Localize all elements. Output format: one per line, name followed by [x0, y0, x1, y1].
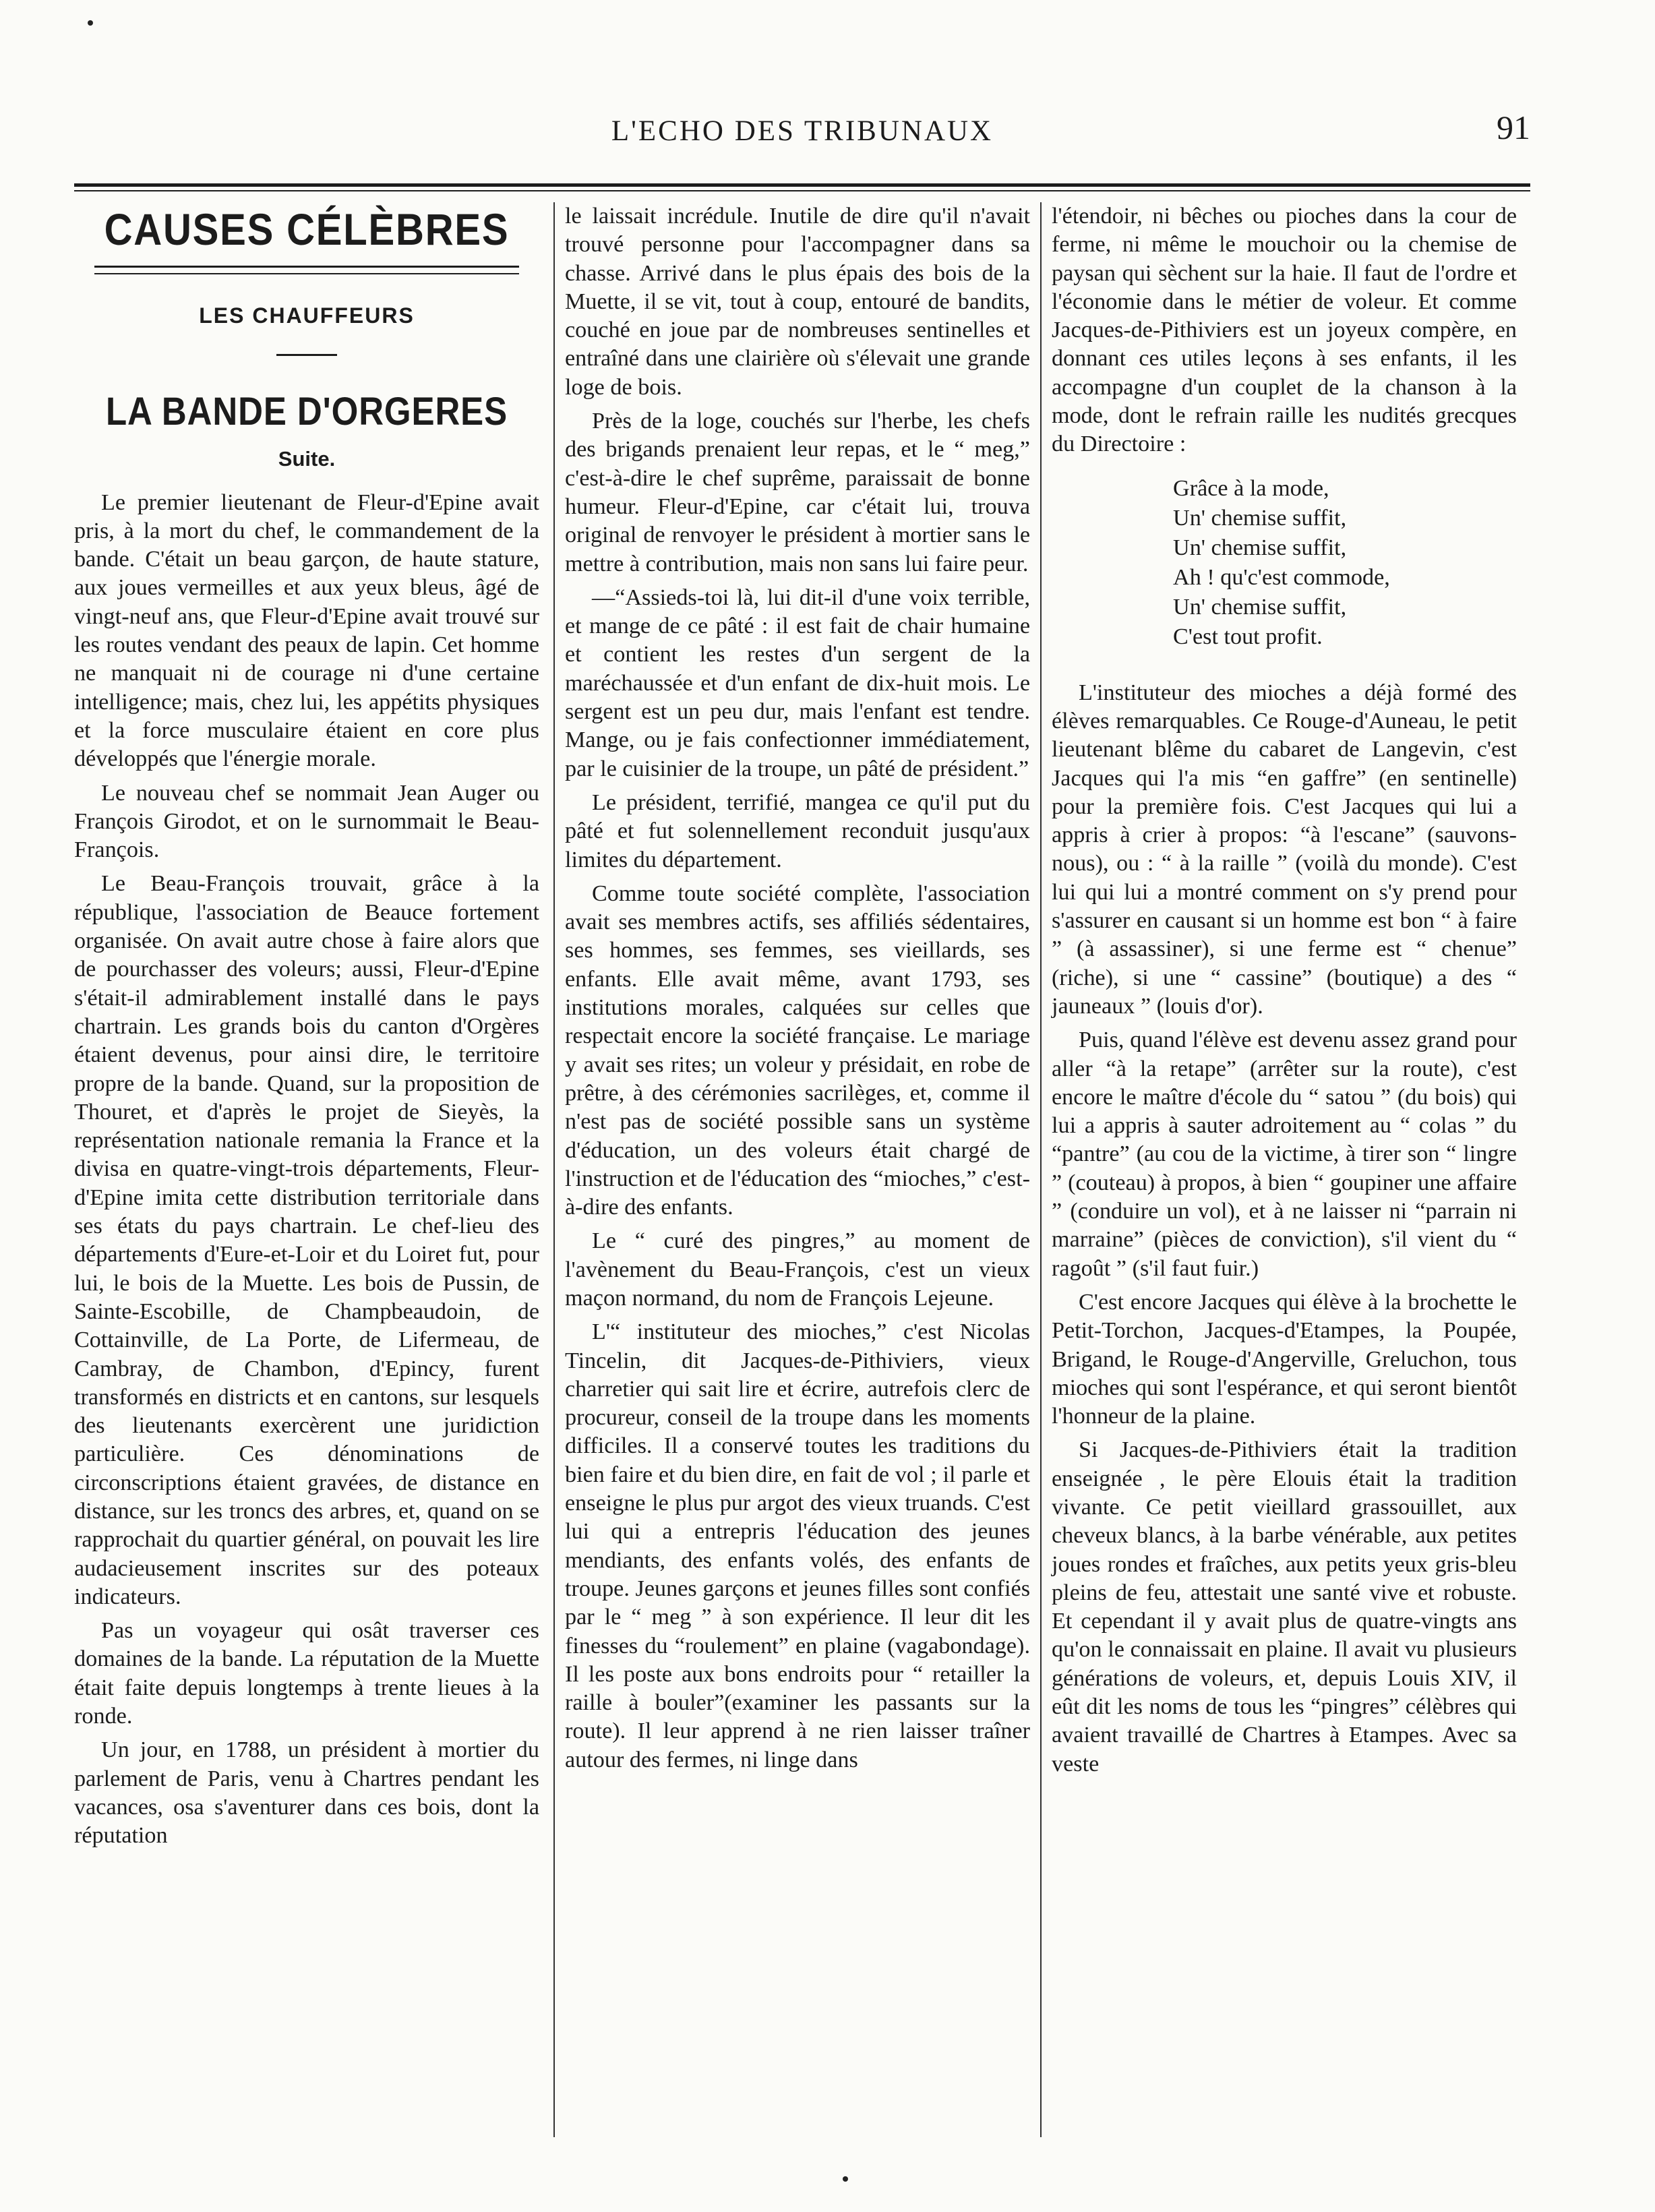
- header-rule-thin: [74, 190, 1530, 191]
- print-dot-bottom: [843, 2176, 848, 2182]
- paragraph: Le nouveau chef se nommait Jean Auger ou François Girodot, et on le surnommait le Beau-François.: [74, 780, 539, 863]
- verse-line: Ah ! qu'c'est commode,: [1173, 564, 1390, 590]
- paragraph: l'étendoir, ni bêches ou pioches dans la cour de ferme, ni même le mouchoir ou la chemise de paysan qui sèchent sur la haie. Il faut de l'ordre et l'économie dans le métier de voleur. Et comme Jacques-de-Pithiviers est un joyeux compère, en donnant ces utiles leçons à ses enfants, il les accompagne d'un couplet de la chanson à la mode, dont le refrain raille les nudités grecques du Directoire :: [1052, 204, 1517, 457]
- section-rule: [94, 273, 519, 274]
- article-subtitle: LES CHAUFFEURS: [199, 303, 415, 328]
- print-dot-top: [88, 20, 93, 26]
- verse-line: Un' chemise suffit,: [1173, 505, 1347, 531]
- section-rule: [94, 266, 519, 268]
- verse-line: Un' chemise suffit,: [1173, 535, 1347, 560]
- paragraph: Comme toute société complète, l'association avait ses membres actifs, ses affiliés sédentaires, ses hommes, ses femmes, ses vieillards, ses enfants. Elle avait même, avant 1793, ses institutions morales, calquées sur celles que respectait encore la société française. Le mariage y avait ses rites; un voleur y présidait, en robe de prêtre, à des cérémonies sacrilèges, et, comme il n'est pas de société possible sans un système d'éducation, un des voleurs était chargé de l'instruction et de l'éducation des “mioches,” c'est-à-dire des enfants.: [565, 880, 1030, 1220]
- page-number: 91: [1497, 109, 1530, 146]
- paragraph: Pas un voyageur qui osât traverser ces domaines de la bande. La réputation de la Muette était faite depuis longtemps à trente lieues à la ronde.: [74, 1618, 539, 1729]
- column-3: [1052, 202, 1517, 1784]
- verse-line: C'est tout profit.: [1173, 624, 1323, 649]
- paragraph: Le “ curé des pingres,” au moment de l'avènement du Beau-François, c'est un vieux maçon normand, du nom de François Lejeune.: [565, 1228, 1030, 1311]
- paragraph: Un jour, en 1788, un président à mortier du parlement de Paris, venu à Chartres pendant les vacances, osa s'aventurer dans ces bois, dont la réputation: [74, 1737, 539, 1849]
- paragraph: L'“ instituteur des mioches,” c'est Nicolas Tincelin, dit Jacques-de-Pithiviers, vieux charretier qui sait lire et écrire, autrefois clerc de procureur, conseil de la troupe dans les moments difficiles. Il a conservé toutes les traditions du bien faire et du bien dire, en fait de vol ; il parle et enseigne le plus pur argot des vieux truands. C'est lui qui a entrepris l'éducation des jeunes mendiants, des enfants volés, des enfants de troupe. Jeunes garçons et jeunes filles sont confiés par le “ meg ” à son expérience. Il leur dit les finesses du “roulement” en plaine (vagabondage). Il les poste aux bons endroits pour “ retailler la raille à bouler”(examiner les passants sur la route). Il leur apprend à ne rien laisser traîner autour des fermes, ni linge dans: [565, 1319, 1030, 1772]
- paragraph: L'instituteur des mioches a déjà formé des élèves remarquables. Ce Rouge-d'Auneau, le petit lieutenant blême du cabaret de Langevin, c'est Jacques qui l'a mis “en gaffre” (en sentinelle) pour la première fois. C'est Jacques qui lui a appris à crier à propos: “à l'escane” (sauvons-nous), ou : “ à la raille ” (voilà du monde). C'est lui qui lui a montré comment on s'y prend pour s'assurer en causant si un homme est bon “ à faire ” (à assassiner), si une ferme est “ chenue” (riche), si une “ cassine” (boutique) a des “ jauneaux ” (louis d'or).: [1052, 680, 1517, 1019]
- title-separator: [276, 354, 337, 356]
- song-verse: [1052, 474, 1517, 652]
- paragraph: Si Jacques-de-Pithiviers était la tradition enseignée , le père Elouis était la tradition vivante. Ce petit vieillard grassouillet, aux cheveux blancs, à la barbe vénérable, aux petites joues rondes et fraîches, aux petits yeux gris-bleu pleins de feu, attestait une santé vive et robuste. Et cependant il y avait plus de quatre-vingts ans qu'on le connaissait en plaine. Il avait vu plusieurs générations de voleurs, et, depuis Louis XIV, il eût dit les noms de tous les “pingres” célèbres qui avaient travaillé de Chartres à Etampes. Avec sa veste: [1052, 1437, 1517, 1776]
- paragraph: —“Assieds-toi là, lui dit-il d'une voix terrible, et mange de ce pâté : il est fait de chair humaine et contient les restes d'un sergent de la maréchaussée et d'un enfant de dix-huit mois. Le sergent est un peu dur, mais l'enfant est tendre. Mange, ou je fais confectionner immédiatement, par le cuisinier de la troupe, un pâté de président.”: [565, 585, 1030, 781]
- column-divider: [1040, 202, 1042, 2137]
- paragraph: Le président, terrifié, mangea ce qu'il put du pâté et fut solennellement reconduit jusqu'aux limites du département.: [565, 789, 1030, 872]
- paragraph: Le premier lieutenant de Fleur-d'Epine avait pris, à la mort du chef, le commandement de la bande. C'était un beau garçon, de haute stature, aux joues vermeilles et aux yeux bleus, âgé de vingt-neuf ans, que Fleur-d'Epine avait trouvé sur les routes vendant des peaux de lapin. Cet homme ne manquait ni de courage ni d'une certaine intelligence; mais, chez lui, les appétits physiques et la force musculaire étaient en core plus développés que l'énergie morale.: [74, 489, 539, 772]
- column-divider: [553, 202, 555, 2137]
- paragraph: C'est encore Jacques qui élève à la brochette le Petit-Torchon, Jacques-d'Etampes, la Poupée, Brigand, le Rouge-d'Angerville, Greluchon, tous mioches qui sont l'espérance, et qui seront bientôt l'honneur de la plaine.: [1052, 1289, 1517, 1429]
- article-title: LA BANDE D'ORGERES: [105, 390, 508, 434]
- section-title: CAUSES CÉLÈBRES: [104, 204, 510, 254]
- page-header: [74, 108, 1530, 162]
- verse-line: Grâce à la mode,: [1173, 475, 1329, 501]
- paragraph: le laissait incrédule. Inutile de dire qu'il n'avait trouvé personne pour l'accompagner dans sa chasse. Arrivé dans le plus épais des bois de la Muette, il se vit, tout à coup, entouré de bandits, couché en joue par de nombreuses sentinelles et entraîné dans une clairière où s'élevait une grande loge de bois.: [565, 204, 1030, 400]
- paragraph: Près de la loge, couchés sur l'herbe, les chefs des brigands prenaient leur repas, et le “ meg,” c'est-à-dire le chef suprême, paraissait de bonne humeur. Fleur-d'Epine, car c'était lui, trouva original de renvoyer le président à mortier sans le mettre à contribution, mais non sans lui faire peur.: [565, 409, 1030, 576]
- verse-line: Un' chemise suffit,: [1173, 594, 1347, 620]
- header-rule: [74, 183, 1530, 187]
- running-title: L'ECHO DES TRIBUNAUX: [611, 115, 994, 147]
- column-1: [74, 202, 539, 1856]
- continuation-label: Suite.: [278, 447, 336, 471]
- paragraph: Le Beau-François trouvait, grâce à la république, l'association de Beauce fortement organisée. On avait autre chose à faire alors que de pourchasser des voleurs; aussi, Fleur-d'Epine s'était-il admirablement installé dans le pays chartrain. Les grands bois du canton d'Orgères étaient devenus, pour ainsi dire, le territoire propre de la bande. Quand, sur la proposition de Thouret, et d'après le projet de Sieyès, la représentation nationale remania la France et la divisa en quatre-vingt-trois départements, Fleur-d'Epine imita cette distribution territoriale dans ses états du pays chartrain. Le chef-lieu des départements d'Eure-et-Loir et du Loiret fut, pour lui, le bois de la Muette. Les bois de Pussin, de Sainte-Escobille, de Champbeaudoin, de Cottainville, de La Porte, de Lifermeau, de Cambray, de Chambon, d'Epincy, furent transformés en districts et en cantons, sur lesquels des lieutenants exercèrent une juridiction particulière. Ces dénominations de circonscriptions étaient gravées, de distance en distance, sur les troncs des arbres, et, quand on se rapprochait du quartier général, on pouvait les lire audacieusement inscrites sur des poteaux indicateurs.: [74, 871, 539, 1609]
- column-2: [565, 202, 1030, 1780]
- paragraph: Puis, quand l'élève est devenu assez grand pour aller “à la retape” (arrêter sur la route), c'est encore le maître d'école du “ satou ” (du bois) qui lui a appris à sauter adroitement au “ colas ” du “pantre” (au cou de la victime, à tirer son “ lingre ” (couteau) à propos, à bien “ goupiner une affaire ” (conduire un vol), et à ne laisser ni “parrain ni marraine” (pièces de conviction), s'il vient du “ ragoût ” (s'il faut fuir.): [1052, 1027, 1517, 1281]
